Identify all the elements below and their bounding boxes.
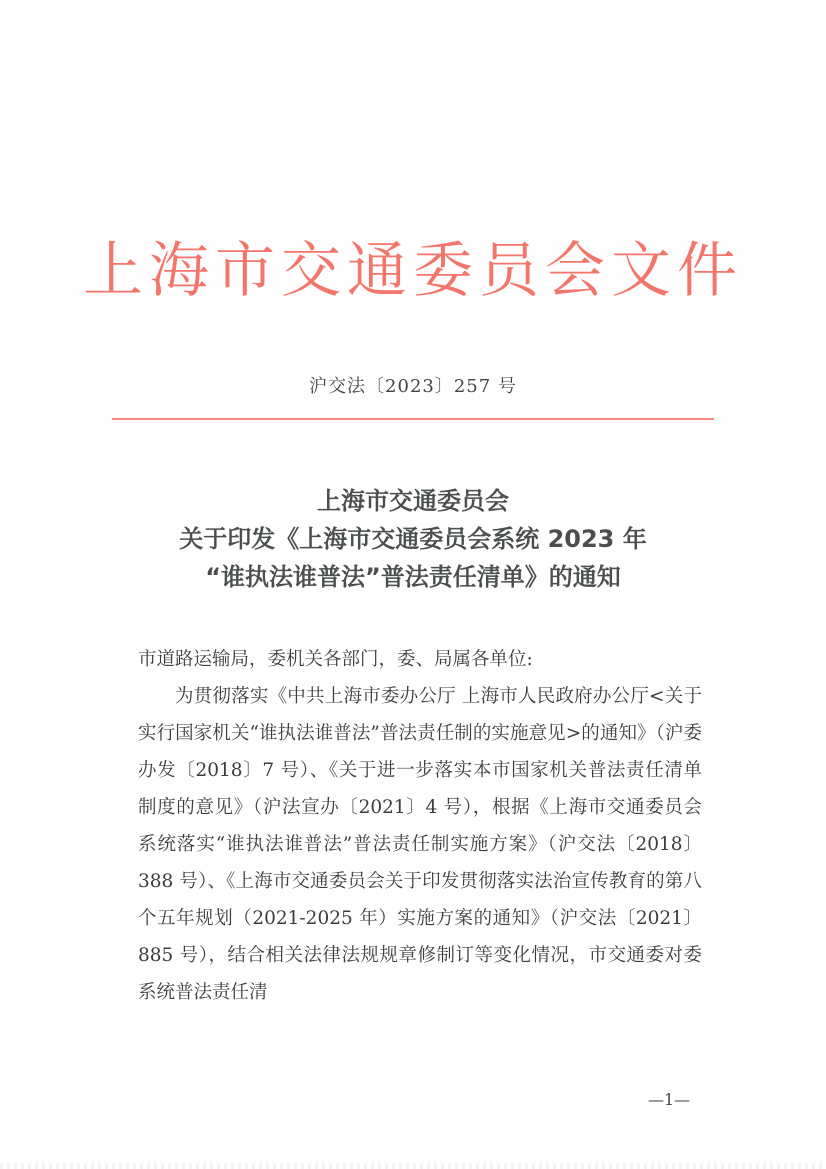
salutation: 市道路运输局，委机关各部门，委、局属各单位:: [138, 649, 533, 670]
notice-title: [0, 482, 826, 596]
scan-edge-artifact: [0, 1163, 826, 1169]
red-divider-line: [112, 418, 714, 420]
notice-title-line-3: “谁执法谁普法”普法责任清单》的通知: [205, 563, 621, 591]
document-number: 沪交法〔2023〕257 号: [309, 376, 517, 397]
body-paragraph: 为贯彻落实《中共上海市委办公厅 上海市人民政府办公厅<关于实行国家机关“谁执法谁普法”普法责任制的实施意见>的通知》（沪委办发〔2018〕7 号）、《关于进一步落实本市国家机关普法责任清单制度的意见》（沪法宣办〔2021〕4 号），根据《上海市交通委员会系统落实“谁执法谁普法”普法责任制实施方案》（沪交法〔2018〕388 号）、《上海市交通委员会关于印发贯彻落实法治宣传教育的第八个五年规划（2021-2025 年）实施方案的通知》（沪交法〔2021〕885 号），结合相关法律法规规章修制订等变化情况，市交通委对委系统普法责任清: [138, 686, 702, 1003]
notice-body: [138, 641, 702, 1011]
page-number: —1—: [648, 1090, 691, 1109]
notice-title-line-1: 上海市交通委员会: [317, 487, 509, 515]
notice-title-line-2: 关于印发《上海市交通委员会系统 2023 年: [179, 525, 647, 553]
document-header-title: 上海市交通委员会文件: [83, 236, 743, 306]
